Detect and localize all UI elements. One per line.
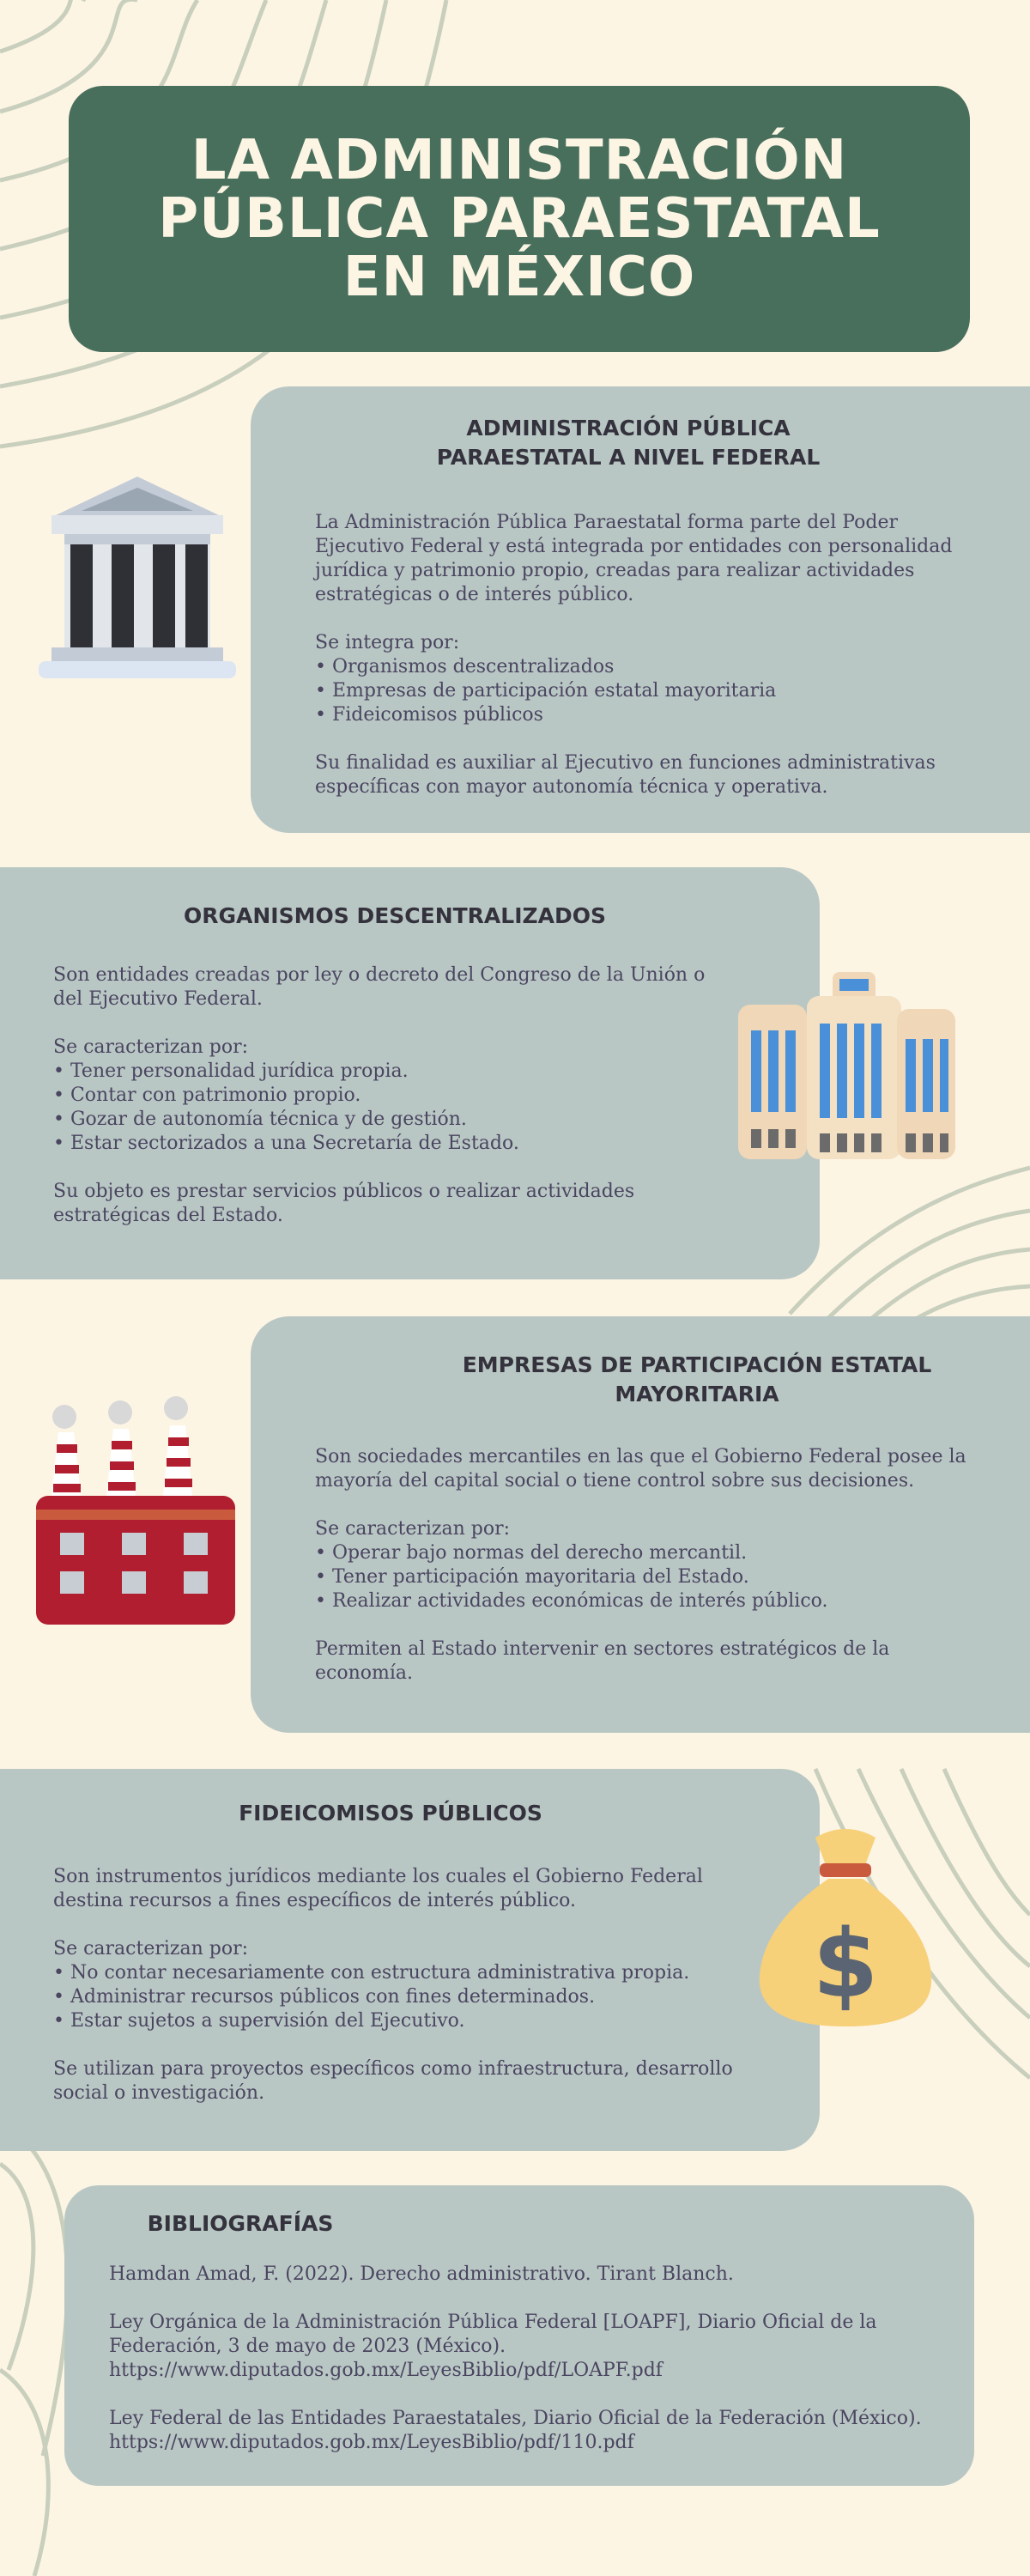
factory-icon xyxy=(26,1391,249,1631)
empresas-section-card xyxy=(251,1316,1030,1733)
empresas-section-body xyxy=(315,1445,993,1686)
bibliography-entry: Ley Federal de las Entidades Paraestatales, Diario Oficial de la Federación (México). https://www.diputados.gob.mx/LeyesBiblio/pdf/110.pdf xyxy=(109,2408,922,2453)
empresas-list: Se caracterizan por: • Operar bajo normas del derecho mercantil. • Tener participación mayoritaria del Estado. • Realizar actividades económicas de interés público. xyxy=(315,1517,993,1613)
bibliography-heading: BIBLIOGRAFÍAS xyxy=(147,2211,334,2236)
fideicomisos-section-heading: FIDEICOMISOS PÚBLICOS xyxy=(239,1801,542,1826)
list-item: • Tener participación mayoritaria del Estado. xyxy=(315,1566,749,1588)
fideicomisos-outro: Se utilizan para proyectos específicos como infraestructura, desarrollo social o investigación. xyxy=(53,2058,733,2104)
page-title-line: EN MÉXICO xyxy=(342,246,696,309)
empresas-intro: Son sociedades mercantiles en las que el Gobierno Federal posee la mayoría del capital social o tiene control sobre sus decisiones. xyxy=(315,1446,966,1492)
organismos-list: Se caracterizan por: • Tener personalidad jurídica propia. • Contar con patrimonio propio. • Gozar de autonomía técnica y de gestión. • Estar sectorizados a una Secretaría de Estado. xyxy=(53,1036,740,1156)
list-item: • Gozar de autonomía técnica y de gestión. xyxy=(53,1109,467,1130)
office-building-icon xyxy=(730,962,961,1176)
list-item: • No contar necesariamente con estructura administrativa propia. xyxy=(53,1962,690,1984)
government-building-icon xyxy=(26,472,249,696)
list-item: • Realizar actividades económicas de interés público. xyxy=(315,1590,828,1612)
page-title-line: LA ADMINISTRACIÓN xyxy=(191,129,848,192)
federal-section-card xyxy=(251,386,1030,833)
list-item: • Tener personalidad jurídica propia. xyxy=(53,1060,409,1082)
federal-section-heading: ADMINISTRACIÓN PÚBLICA PARAESTATAL A NIVEL FEDERAL xyxy=(436,416,821,470)
organismos-outro: Su objeto es prestar servicios públicos o realizar actividades estratégicas del Estado. xyxy=(53,1181,635,1226)
list-item: • Fideicomisos públicos xyxy=(315,704,543,726)
money-bag-icon xyxy=(747,1820,944,2044)
fideicomisos-section-body xyxy=(53,1865,774,2105)
federal-section-body xyxy=(315,511,967,799)
fideicomisos-section-card xyxy=(0,1769,820,2151)
list-item: • Operar bajo normas del derecho mercantil. xyxy=(315,1542,748,1564)
bibliography-card xyxy=(64,2185,974,2486)
federal-list: Se integra por: • Organismos descentralizados • Empresas de participación estatal mayoritaria • Fideicomisos públicos xyxy=(315,631,967,727)
fideicomisos-intro: Son instrumentos jurídicos mediante los cuales el Gobierno Federal destina recursos a fines específicos de interés público. xyxy=(53,1866,703,1911)
bibliography-entry: Ley Orgánica de la Administración Pública Federal [LOAPF], Diario Oficial de la Federación, 3 de mayo de 2023 (México). https://www.diputados.gob.mx/LeyesBiblio/pdf/LOAPF.pdf xyxy=(109,2312,877,2381)
page-title-line: PÚBLICA PARAESTATAL xyxy=(158,187,881,251)
organismos-section-card xyxy=(0,867,820,1279)
title-banner xyxy=(69,86,970,352)
list-item: • Administrar recursos públicos con fines determinados. xyxy=(53,1986,596,2008)
empresas-section-heading: EMPRESAS DE PARTICIPACIÓN ESTATAL MAYORITARIA xyxy=(462,1352,932,1406)
bibliography-entry: Hamdan Amad, F. (2022). Derecho administrativo. Tirant Blanch. xyxy=(109,2263,734,2285)
list-item: • Contar con patrimonio propio. xyxy=(53,1084,361,1106)
list-item: • Estar sujetos a supervisión del Ejecutivo. xyxy=(53,2010,465,2032)
federal-outro: Su finalidad es auxiliar al Ejecutivo en funciones administrativas específicas con mayor autonomía técnica y operativa. xyxy=(315,752,936,798)
organismos-section-heading: ORGANISMOS DESCENTRALIZADOS xyxy=(184,903,606,928)
empresas-outro: Permiten al Estado intervenir en sectores estratégicos de la economía. xyxy=(315,1638,890,1684)
federal-intro: La Administración Pública Paraestatal forma parte del Poder Ejecutivo Federal y está integrada por entidades con personalidad jurídica y patrimonio propio, creadas para realizar actividades estratégicas o de interés público. xyxy=(315,512,953,605)
svg-text:$: $ xyxy=(812,1909,879,2019)
list-item: • Estar sectorizados a una Secretaría de Estado. xyxy=(53,1133,519,1154)
list-item: • Empresas de participación estatal mayoritaria xyxy=(315,680,777,702)
bibliography-body xyxy=(109,2263,942,2455)
organismos-intro: Son entidades creadas por ley o decreto del Congreso de la Unión o del Ejecutivo Federal. xyxy=(53,964,706,1010)
organismos-section-body xyxy=(53,963,740,1228)
fideicomisos-list: Se caracterizan por: • No contar necesariamente con estructura administrativa propia. • Administrar recursos públicos con fines determinados. • Estar sujetos a supervisión del Ejecutivo. xyxy=(53,1937,774,2033)
list-item: • Organismos descentralizados xyxy=(315,656,615,677)
